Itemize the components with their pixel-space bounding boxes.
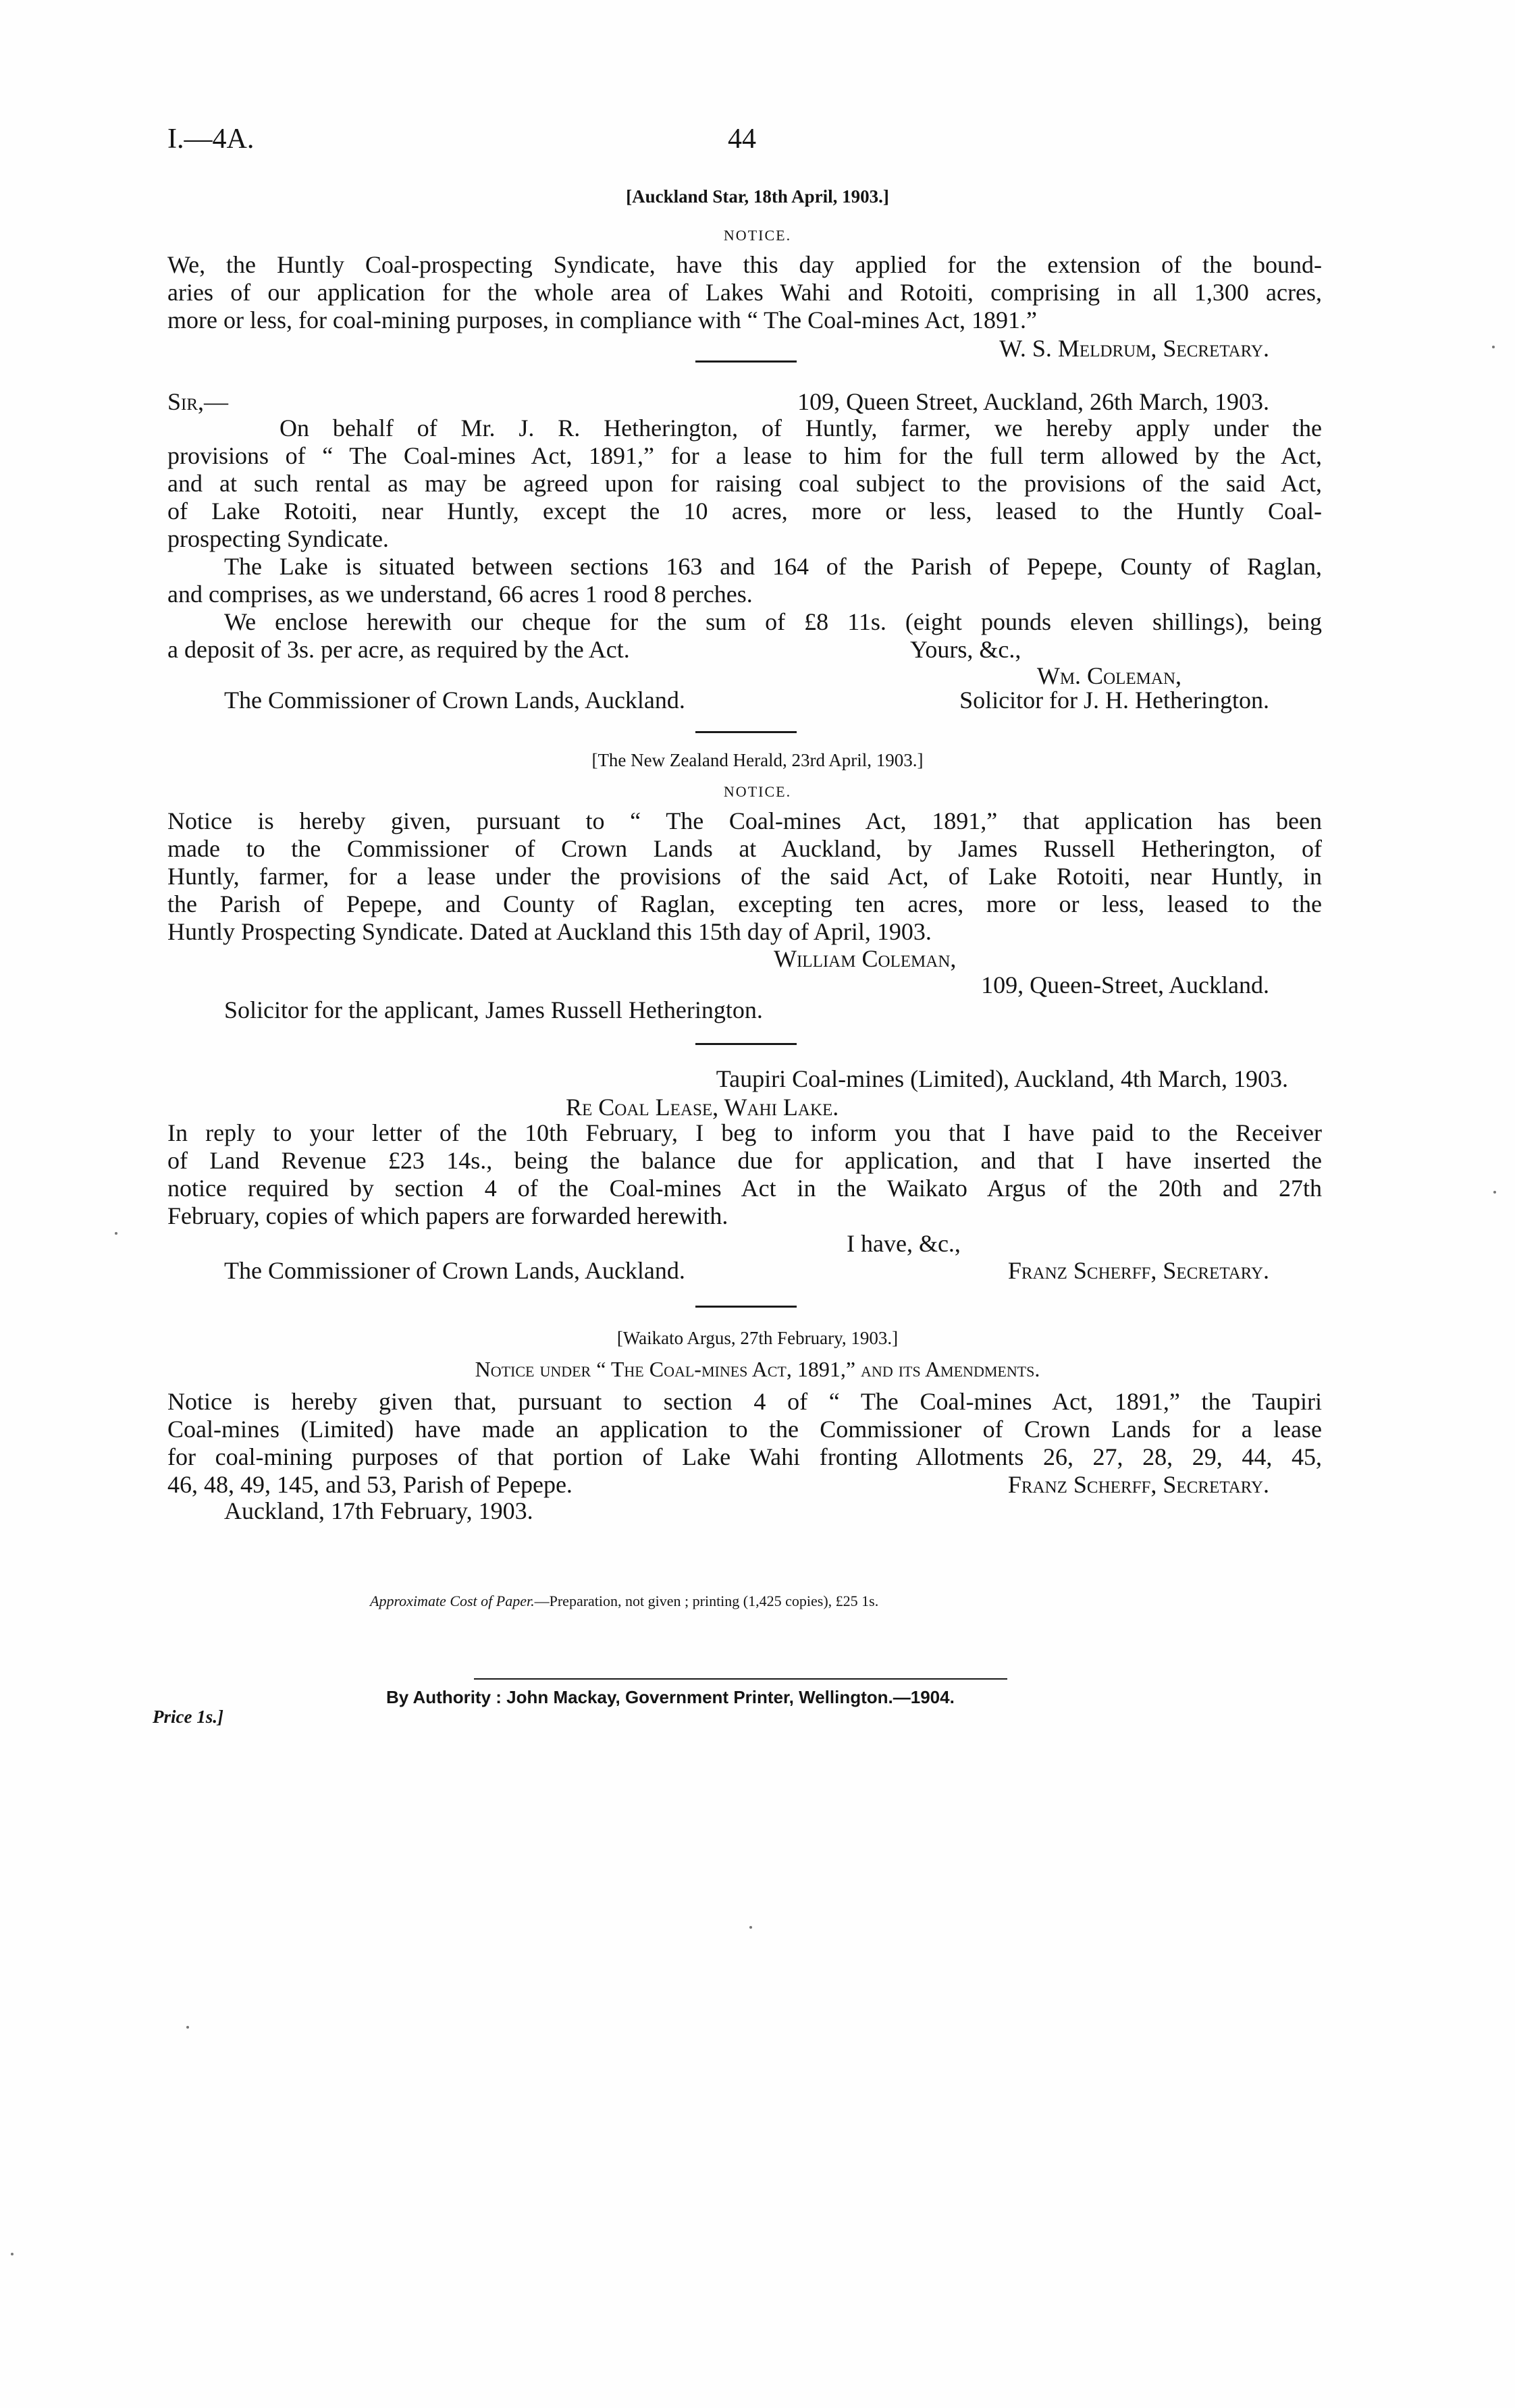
notice1-line-3: more or less, for coal-mining purposes, in compliance with “ The Coal-mines Act, 1891.” (167, 306, 1038, 333)
letter2-closing: I have, &c., (847, 1230, 961, 1257)
letter1-para3 (167, 608, 1322, 664)
cost-of-paper-note (370, 1593, 878, 1610)
letter1-para3-line-1: We enclose herewith our cheque for the sum of £8 11s. (eight pounds eleven shillings), being (224, 608, 1322, 635)
letter2-address: Taupiri Coal-mines (Limited), Auckland, 4th March, 1903. (716, 1065, 1288, 1092)
document-reference: I.—4A. (167, 124, 255, 155)
letter1-salutation: Sir,— (167, 388, 229, 415)
notice3-heading: Notice under “ The Coal-mines Act, 1891,” and its Amendments. (475, 1357, 1040, 1381)
letter2-line-4: February, copies of which papers are forwarded herewith. (167, 1202, 728, 1229)
notice1-signature: W. S. Meldrum, Secretary. (999, 335, 1269, 362)
scan-speck (186, 2026, 189, 2029)
letter1-para3-line-2: a deposit of 3s. per acre, as required by the Act. (167, 636, 630, 663)
letter2-line-1: In reply to your letter of the 10th February, I beg to inform you that I have paid to the Receiver (167, 1119, 1322, 1146)
notice3-body (167, 1388, 1322, 1471)
divider-2 (695, 731, 797, 733)
cost-of-paper-label: Approximate Cost of Paper. (370, 1593, 535, 1609)
notice2-line-4: the Parish of Pepepe, and County of Raglan, excepting ten acres, more or less, leased to the (167, 890, 1322, 917)
letter2-line-3: notice required by section 4 of the Coal-mines Act in the Waikato Argus of the 20th and 27th (167, 1175, 1322, 1202)
cost-of-paper-text: —Preparation, not given ; printing (1,425 copies), £25 1s. (534, 1593, 879, 1609)
notice1-body (167, 251, 1322, 334)
scan-speck (1493, 1191, 1496, 1194)
scan-speck (1492, 346, 1495, 348)
scan-speck (11, 2253, 14, 2255)
letter1-signer: Wm. Coleman, (1036, 662, 1181, 689)
printer-authority: By Authority : John Mackay, Government Printer, Wellington.—1904. (386, 1687, 955, 1707)
letter1-para1-line-1: On behalf of Mr. J. R. Hetherington, of Huntly, farmer, we hereby apply under the (280, 414, 1322, 442)
notice3-line-3: for coal-mining purposes of that portion of Lake Wahi fronting Allotments 26, 27, 28, 29, 44, 45, (167, 1443, 1322, 1470)
divider-4 (695, 1306, 797, 1308)
letter1-para1-line-4: of Lake Rotoiti, near Huntly, except the 10 acres, more or less, leased to the Huntly Coal- (167, 498, 1322, 525)
notice2-signer-role: Solicitor for the applicant, James Russell Hetherington. (224, 996, 763, 1023)
letter1-para2-line-1: The Lake is situated between sections 163 and 164 of the Parish of Pepepe, County of Raglan, (224, 553, 1322, 580)
notice3-last-line: 46, 48, 49, 145, and 53, Parish of Pepepe. (167, 1471, 573, 1498)
notice3-signature: Franz Scherff, Secretary. (1007, 1471, 1269, 1498)
notice2-line-5: Huntly Prospecting Syndicate. Dated at Auckland this 15th day of April, 1903. (167, 918, 932, 945)
letter1-signer-title: Solicitor for J. H. Hetherington. (959, 687, 1269, 714)
letter2-addressee: The Commissioner of Crown Lands, Auckland. (224, 1257, 685, 1284)
notice2-heading: NOTICE. (723, 783, 792, 800)
letter1-addressee: The Commissioner of Crown Lands, Auckland. (224, 687, 685, 714)
letter1-para1-line-2: provisions of “ The Coal-mines Act, 1891,” for a lease to him for the full term allowed by the Act, (167, 442, 1322, 469)
letter1-address: 109, Queen Street, Auckland, 26th March, 1903. (797, 388, 1269, 415)
letter1-para1-line-3: and at such rental as may be agreed upon for raising coal subject to the provisions of the said Act, (167, 470, 1322, 497)
notice1-source: [Auckland Star, 18th April, 1903.] (626, 186, 889, 207)
notice1-line-1: We, the Huntly Coal-prospecting Syndicate, have this day applied for the extension of the bound- (167, 251, 1322, 278)
notice3-source: [Waikato Argus, 27th February, 1903.] (616, 1328, 899, 1348)
notice2-source: [The New Zealand Herald, 23rd April, 1903.] (591, 750, 924, 770)
notice2-body (167, 807, 1322, 946)
letter2-signature: Franz Scherff, Secretary. (1007, 1257, 1269, 1284)
notice3-date-line: Auckland, 17th February, 1903. (224, 1497, 533, 1524)
letter2-line-2: of Land Revenue £23 14s., being the balance due for application, and that I have inserted the (167, 1147, 1322, 1174)
letter1-para2-line-2: and comprises, as we understand, 66 acres 1 rood 8 perches. (167, 581, 753, 608)
letter2-body (167, 1119, 1322, 1230)
divider-3 (695, 1043, 797, 1045)
price: Price 1s.] (153, 1707, 223, 1727)
notice2-signer-address: 109, Queen-Street, Auckland. (981, 971, 1269, 998)
notice1-heading: NOTICE. (723, 227, 792, 244)
letter1-para1 (167, 414, 1322, 553)
notice2-signer: William Coleman, (774, 945, 957, 972)
notice2-line-1: Notice is hereby given, pursuant to “ The Coal-mines Act, 1891,” that application has been (167, 807, 1322, 834)
notice2-line-3: Huntly, farmer, for a lease under the provisions of the said Act, of Lake Rotoiti, near Huntly, in (167, 863, 1322, 890)
notice1-line-2: aries of our application for the whole area of Lakes Wahi and Rotoiti, comprising in all 1,300 acres, (167, 279, 1322, 306)
notice2-line-2: made to the Commissioner of Crown Lands at Auckland, by James Russell Hetherington, of (167, 835, 1322, 862)
letter1-para2 (167, 553, 1322, 608)
letter1-para1-line-5: prospecting Syndicate. (167, 525, 389, 552)
scan-speck (115, 1232, 117, 1235)
divider-1 (695, 360, 797, 363)
scan-speck (749, 1926, 752, 1929)
letter1-closing: Yours, &c., (910, 636, 1021, 663)
page-number: 44 (728, 124, 756, 155)
authority-rule (474, 1678, 1007, 1680)
letter2-re: Re Coal Lease, Wahi Lake. (566, 1094, 839, 1121)
notice3-line-1: Notice is hereby given that, pursuant to section 4 of “ The Coal-mines Act, 1891,” the Taupiri (167, 1388, 1322, 1415)
notice3-line-2: Coal-mines (Limited) have made an application to the Commissioner of Crown Lands for a lease (167, 1416, 1322, 1443)
